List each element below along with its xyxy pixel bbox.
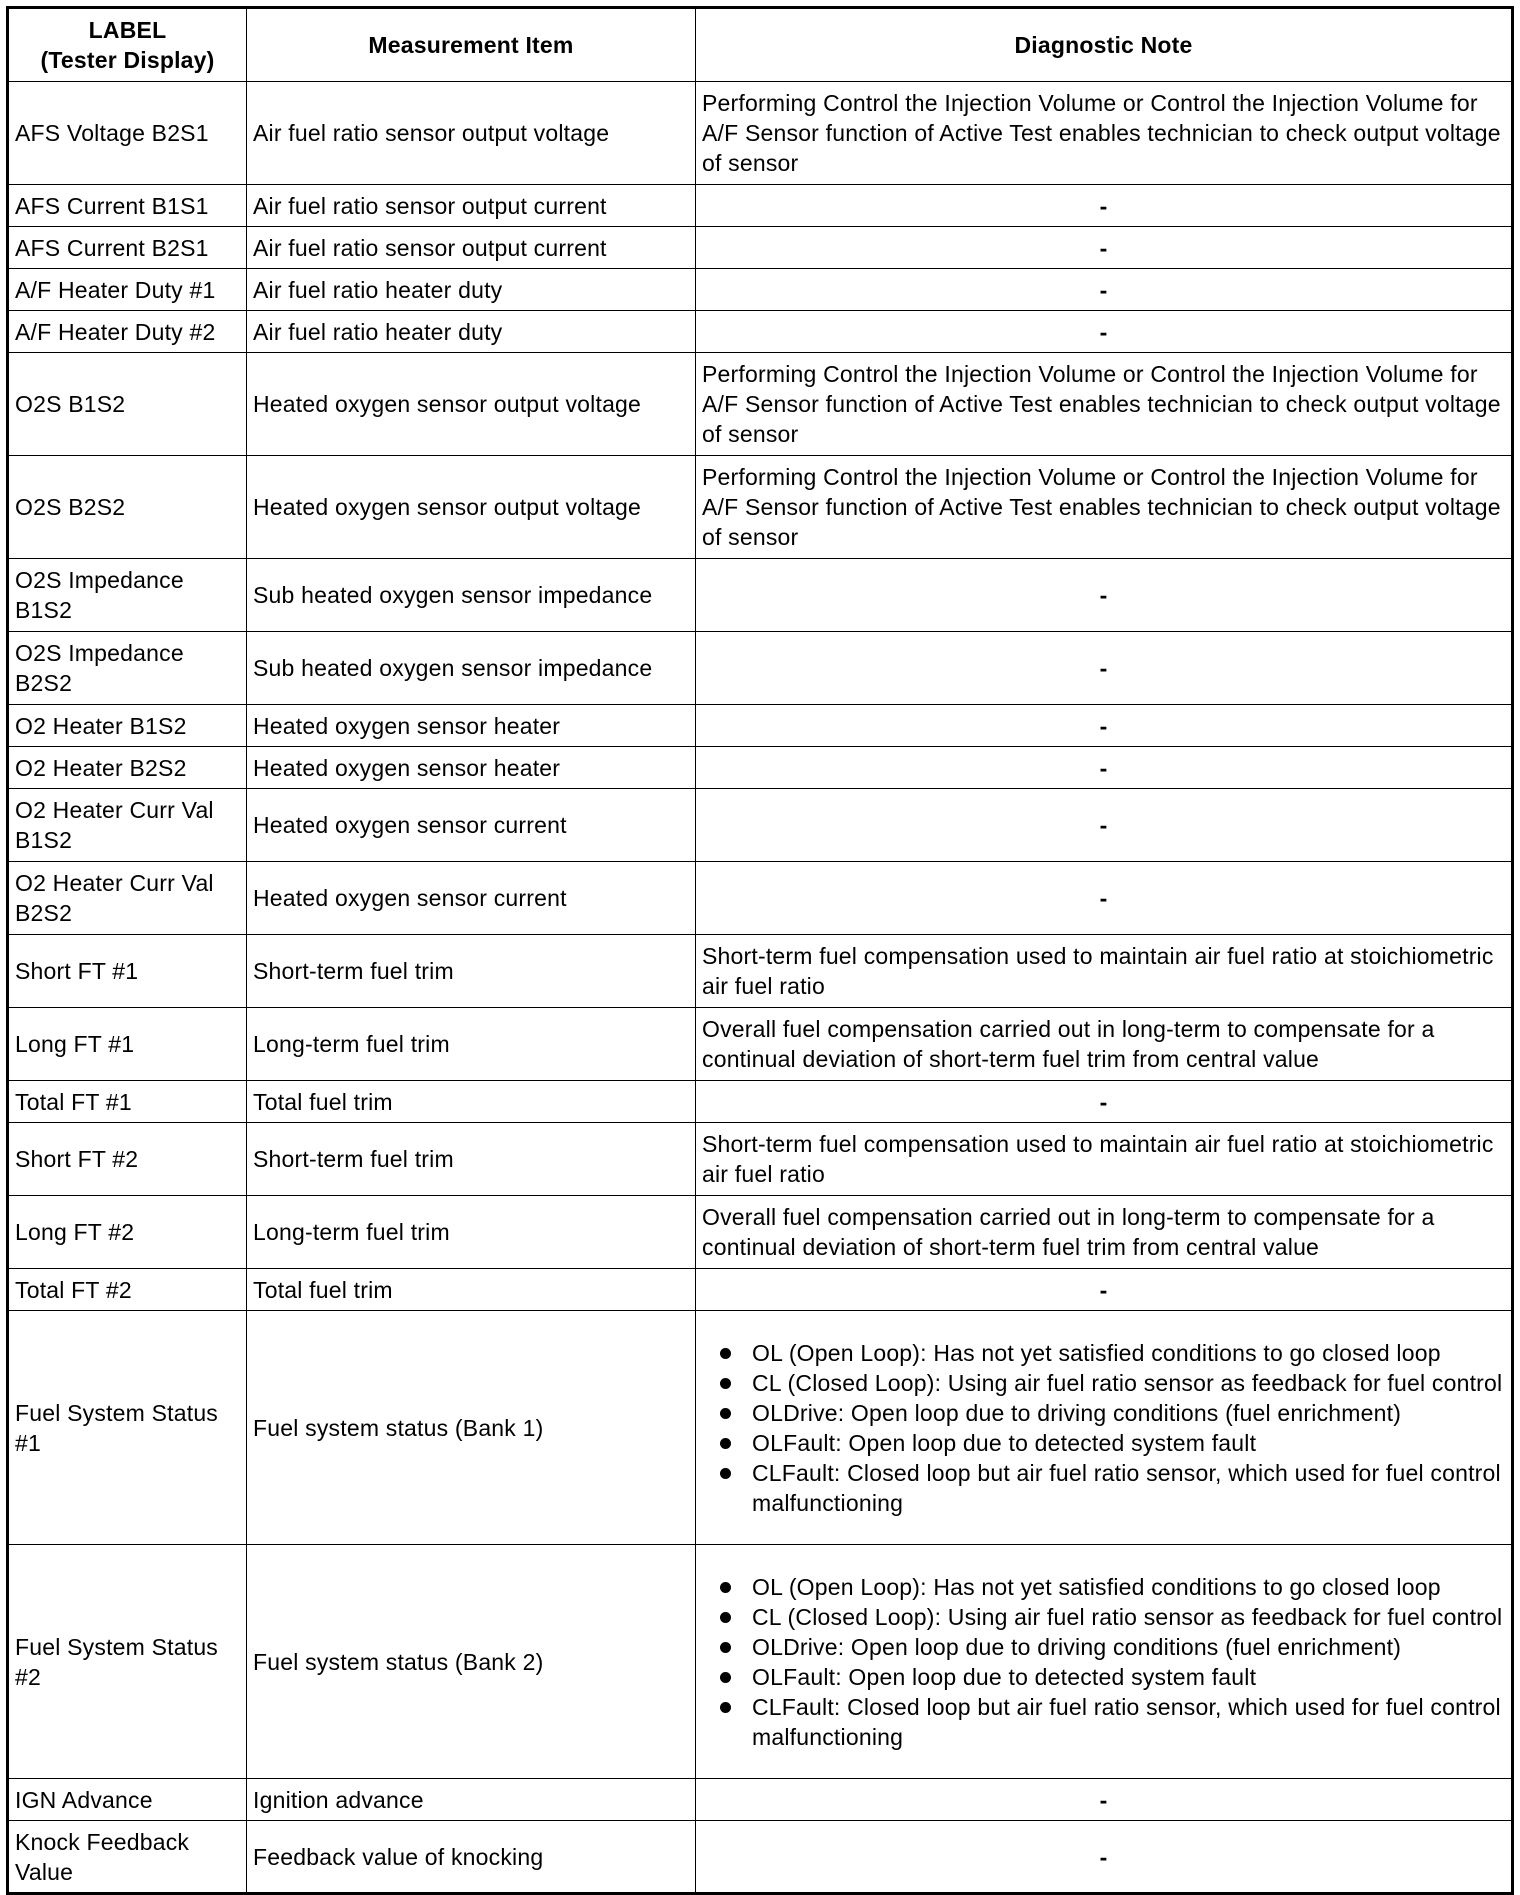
table-row bbox=[8, 1081, 1513, 1123]
table-row bbox=[8, 1779, 1513, 1821]
diagnostic-note-cell bbox=[696, 1311, 1513, 1545]
label-cell: AFS Voltage B2S1 bbox=[8, 82, 247, 185]
label-cell: A/F Heater Duty #1 bbox=[8, 269, 247, 311]
measurement-item-cell: Feedback value of knocking bbox=[247, 1821, 696, 1894]
table-row bbox=[8, 705, 1513, 747]
measurement-item-cell: Heated oxygen sensor output voltage bbox=[247, 353, 696, 456]
status-list-item: CL (Closed Loop): Using air fuel ratio sensor as feedback for fuel control bbox=[752, 1602, 1505, 1632]
measurement-item-cell: Short-term fuel trim bbox=[247, 935, 696, 1008]
measurement-item-cell: Total fuel trim bbox=[247, 1269, 696, 1311]
table-row bbox=[8, 1008, 1513, 1081]
label-cell: Total FT #2 bbox=[8, 1269, 247, 1311]
table-row bbox=[8, 632, 1513, 705]
diagnostic-note-cell: - bbox=[696, 311, 1513, 353]
table-row bbox=[8, 747, 1513, 789]
label-cell: O2S Impedance B2S2 bbox=[8, 632, 247, 705]
label-cell: O2S B1S2 bbox=[8, 353, 247, 456]
status-list-item: OL (Open Loop): Has not yet satisfied conditions to go closed loop bbox=[752, 1572, 1505, 1602]
label-cell: O2 Heater Curr Val B2S2 bbox=[8, 862, 247, 935]
table-row bbox=[8, 1821, 1513, 1894]
diagnostic-note-cell: Performing Control the Injection Volume or Control the Injection Volume for A/F Sensor function of Active Test enables technician to check output voltage of sensor bbox=[696, 353, 1513, 456]
table-row bbox=[8, 353, 1513, 456]
header-label-subtitle: (Tester Display) bbox=[40, 47, 215, 73]
status-list-item: OLFault: Open loop due to detected system fault bbox=[752, 1428, 1505, 1458]
label-cell: Short FT #2 bbox=[8, 1123, 247, 1196]
label-cell: Long FT #1 bbox=[8, 1008, 247, 1081]
diagnostic-note-cell: Overall fuel compensation carried out in long-term to compensate for a continual deviation of short-term fuel trim from central value bbox=[696, 1196, 1513, 1269]
measurement-item-cell: Sub heated oxygen sensor impedance bbox=[247, 559, 696, 632]
diagnostic-note-cell: - bbox=[696, 747, 1513, 789]
diagnostic-note-cell: - bbox=[696, 705, 1513, 747]
diagnostic-note-cell: Performing Control the Injection Volume or Control the Injection Volume for A/F Sensor function of Active Test enables technician to check output voltage of sensor bbox=[696, 456, 1513, 559]
header-row bbox=[8, 8, 1513, 82]
status-list-item: CL (Closed Loop): Using air fuel ratio sensor as feedback for fuel control bbox=[752, 1368, 1505, 1398]
status-list-item: OLFault: Open loop due to detected system fault bbox=[752, 1662, 1505, 1692]
table-row bbox=[8, 1123, 1513, 1196]
status-list-item: OLDrive: Open loop due to driving conditions (fuel enrichment) bbox=[752, 1398, 1505, 1428]
table-row bbox=[8, 227, 1513, 269]
diagnostic-note-cell: Overall fuel compensation carried out in long-term to compensate for a continual deviation of short-term fuel trim from central value bbox=[696, 1008, 1513, 1081]
table-row bbox=[8, 269, 1513, 311]
diagnostic-note-cell: - bbox=[696, 185, 1513, 227]
diagnostic-note-cell: - bbox=[696, 789, 1513, 862]
diagnostic-note-cell: - bbox=[696, 862, 1513, 935]
measurement-item-cell: Total fuel trim bbox=[247, 1081, 696, 1123]
table-row bbox=[8, 456, 1513, 559]
measurement-item-cell: Heated oxygen sensor current bbox=[247, 862, 696, 935]
measurement-item-cell: Air fuel ratio sensor output voltage bbox=[247, 82, 696, 185]
measurement-item-cell: Fuel system status (Bank 2) bbox=[247, 1545, 696, 1779]
label-cell: Short FT #1 bbox=[8, 935, 247, 1008]
measurement-item-cell: Sub heated oxygen sensor impedance bbox=[247, 632, 696, 705]
table-row bbox=[8, 1269, 1513, 1311]
diagnostic-note-cell: - bbox=[696, 632, 1513, 705]
diagnostic-note-cell: Short-term fuel compensation used to maintain air fuel ratio at stoichiometric air fuel ratio bbox=[696, 935, 1513, 1008]
measurement-item-cell: Long-term fuel trim bbox=[247, 1196, 696, 1269]
header-label bbox=[8, 8, 247, 82]
label-cell: O2 Heater B1S2 bbox=[8, 705, 247, 747]
table-row bbox=[8, 185, 1513, 227]
measurement-item-cell: Heated oxygen sensor heater bbox=[247, 705, 696, 747]
measurement-item-cell: Ignition advance bbox=[247, 1779, 696, 1821]
label-cell: Total FT #1 bbox=[8, 1081, 247, 1123]
status-list bbox=[702, 1572, 1505, 1752]
diagnostic-note-cell: - bbox=[696, 1821, 1513, 1894]
status-list-item: OLDrive: Open loop due to driving conditions (fuel enrichment) bbox=[752, 1632, 1505, 1662]
diagnostic-note-cell: - bbox=[696, 1269, 1513, 1311]
label-cell: AFS Current B1S1 bbox=[8, 185, 247, 227]
diagnostic-note-cell: - bbox=[696, 1779, 1513, 1821]
table-row bbox=[8, 1196, 1513, 1269]
label-cell: A/F Heater Duty #2 bbox=[8, 311, 247, 353]
table-row bbox=[8, 1545, 1513, 1779]
label-cell: IGN Advance bbox=[8, 1779, 247, 1821]
label-cell: Fuel System Status #2 bbox=[8, 1545, 247, 1779]
measurement-item-cell: Air fuel ratio sensor output current bbox=[247, 227, 696, 269]
label-cell: O2S Impedance B1S2 bbox=[8, 559, 247, 632]
table-row bbox=[8, 789, 1513, 862]
measurement-item-cell: Air fuel ratio heater duty bbox=[247, 311, 696, 353]
diagnostic-note-cell bbox=[696, 1545, 1513, 1779]
table-row bbox=[8, 559, 1513, 632]
table-row bbox=[8, 862, 1513, 935]
table-row bbox=[8, 311, 1513, 353]
measurement-item-cell: Heated oxygen sensor output voltage bbox=[247, 456, 696, 559]
measurement-item-cell: Long-term fuel trim bbox=[247, 1008, 696, 1081]
table-row bbox=[8, 82, 1513, 185]
header-diagnostic-note: Diagnostic Note bbox=[696, 8, 1513, 82]
label-cell: O2S B2S2 bbox=[8, 456, 247, 559]
table-row bbox=[8, 935, 1513, 1008]
label-cell: Knock Feedback Value bbox=[8, 1821, 247, 1894]
label-cell: O2 Heater Curr Val B1S2 bbox=[8, 789, 247, 862]
diagnostic-note-cell: Performing Control the Injection Volume or Control the Injection Volume for A/F Sensor function of Active Test enables technician to check output voltage of sensor bbox=[696, 82, 1513, 185]
measurement-item-cell: Short-term fuel trim bbox=[247, 1123, 696, 1196]
diagnostic-note-cell: - bbox=[696, 269, 1513, 311]
status-list-item: CLFault: Closed loop but air fuel ratio sensor, which used for fuel control malfunctioning bbox=[752, 1458, 1505, 1518]
diagnostic-note-cell: - bbox=[696, 1081, 1513, 1123]
measurement-item-cell: Heated oxygen sensor current bbox=[247, 789, 696, 862]
diagnostic-note-cell: Short-term fuel compensation used to maintain air fuel ratio at stoichiometric air fuel ratio bbox=[696, 1123, 1513, 1196]
measurement-item-cell: Air fuel ratio heater duty bbox=[247, 269, 696, 311]
label-cell: O2 Heater B2S2 bbox=[8, 747, 247, 789]
label-cell: Long FT #2 bbox=[8, 1196, 247, 1269]
label-cell: AFS Current B2S1 bbox=[8, 227, 247, 269]
table-row bbox=[8, 1311, 1513, 1545]
status-list bbox=[702, 1338, 1505, 1518]
status-list-item: OL (Open Loop): Has not yet satisfied conditions to go closed loop bbox=[752, 1338, 1505, 1368]
header-measurement-item: Measurement Item bbox=[247, 8, 696, 82]
measurement-item-cell: Heated oxygen sensor heater bbox=[247, 747, 696, 789]
label-cell: Fuel System Status #1 bbox=[8, 1311, 247, 1545]
data-list-table bbox=[6, 6, 1514, 1895]
header-label-title: LABEL bbox=[88, 17, 167, 43]
diagnostic-note-cell: - bbox=[696, 227, 1513, 269]
diagnostic-note-cell: - bbox=[696, 559, 1513, 632]
measurement-item-cell: Fuel system status (Bank 1) bbox=[247, 1311, 696, 1545]
status-list-item: CLFault: Closed loop but air fuel ratio sensor, which used for fuel control malfunctioning bbox=[752, 1692, 1505, 1752]
measurement-item-cell: Air fuel ratio sensor output current bbox=[247, 185, 696, 227]
